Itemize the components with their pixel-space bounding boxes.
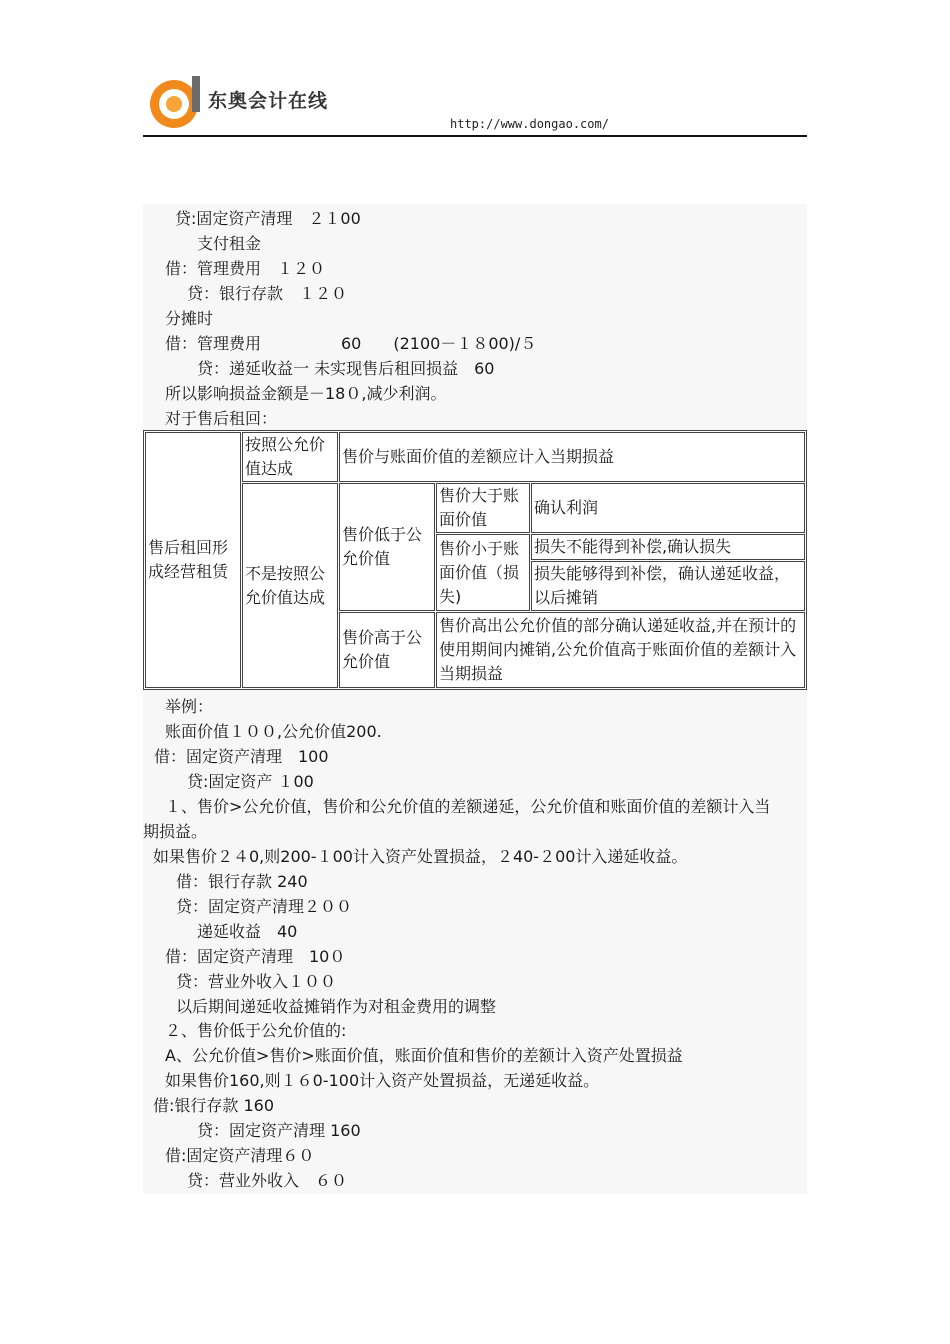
journal-line: 贷：营业外收入１００	[176, 972, 337, 991]
journal-line: 贷：固定资产清理 160	[197, 1121, 361, 1140]
journal-line: 举例：	[165, 697, 214, 716]
journal-line: 以后期间递延收益摊销作为对租金费用的调整	[176, 997, 497, 1016]
dongao-logo-icon	[148, 74, 208, 130]
journal-line: 如果售价160,则１６0-100计入资产处置损益，无递延收益。	[165, 1071, 600, 1090]
cell-below-fair: 售价低于公允价值	[339, 483, 435, 611]
cell-above-fair: 售价高于公允价值	[339, 612, 435, 688]
journal-line: 支付租金	[197, 234, 262, 253]
site-url[interactable]: http://www.dongao.com/	[450, 117, 609, 131]
journal-line: 递延收益 40	[197, 922, 298, 941]
journal-line: 借：管理费用 １２０	[165, 259, 326, 278]
brand-name: 东奥会计在线	[208, 90, 329, 112]
journal-line: 如果售价２４0,则200-１00计入资产处置损益，２40-２00计入递延收益。	[153, 847, 688, 866]
cell-fair-value: 按照公允价值达成	[242, 432, 338, 482]
cell-fair-value-result: 售价与账面价值的差额应计入当期损益	[339, 432, 805, 482]
journal-line: 借：固定资产清理 100	[154, 747, 329, 766]
journal-line: １、售价>公允价值，售价和公允价值的差额递延，公允价值和账面价值的差额计入当	[165, 797, 771, 816]
journal-line: 贷:固定资产 １00	[187, 772, 314, 791]
journal-line: 账面价值１００,公允价值200.	[165, 722, 382, 741]
journal-line: 贷：固定资产清理２００	[176, 897, 353, 916]
row-header-operating-lease: 售后租回形成经营租赁	[145, 432, 241, 688]
journal-line: 贷:固定资产清理 ２１00	[175, 209, 361, 228]
journal-line: A、公允价值>售价>账面价值，账面价值和售价的差额计入资产处置损益	[165, 1046, 683, 1065]
leaseback-table	[143, 430, 807, 690]
journal-line: 所以影响损益金额是－18０,减少利润。	[165, 384, 447, 403]
journal-line: 借：银行存款 240	[176, 872, 308, 891]
journal-line: 对于售后租回：	[165, 409, 278, 428]
journal-line: 借：固定资产清理 10０	[165, 947, 346, 966]
journal-line: ２、售价低于公允价值的:	[165, 1021, 347, 1040]
cell-above-fair-result: 售价高出公允价值的部分确认递延收益,并在预计的使用期间内摊销,公允价值高于账面价值的差额计入当期损益	[436, 612, 805, 688]
journal-line: 贷：营业外收入 ６０	[187, 1171, 348, 1190]
cell-not-fair-value: 不是按照公允价值达成	[242, 483, 338, 688]
journal-line: 借：管理费用 60 (2100－１８00)/５	[165, 334, 537, 353]
cell-above-book-result: 确认利润	[531, 483, 805, 533]
cell-below-book: 售价小于账面价值（损失)	[436, 534, 530, 611]
journal-line: 分摊时	[165, 309, 214, 328]
cell-above-book: 售价大于账面价值	[436, 483, 530, 533]
journal-line: 借:固定资产清理６０	[165, 1146, 315, 1165]
header-rule	[143, 135, 807, 137]
journal-line: 借:银行存款 160	[153, 1096, 275, 1115]
journal-line: 贷：银行存款 １２０	[187, 284, 348, 303]
journal-line: 贷：递延收益一 未实现售后租回损益 60	[197, 359, 495, 378]
journal-line: 期损益。	[143, 822, 208, 841]
cell-loss-not-compensated: 损失不能得到补偿,确认损失	[531, 534, 805, 560]
cell-loss-compensated: 损失能够得到补偿，确认递延收益，以后摊销	[531, 561, 805, 611]
